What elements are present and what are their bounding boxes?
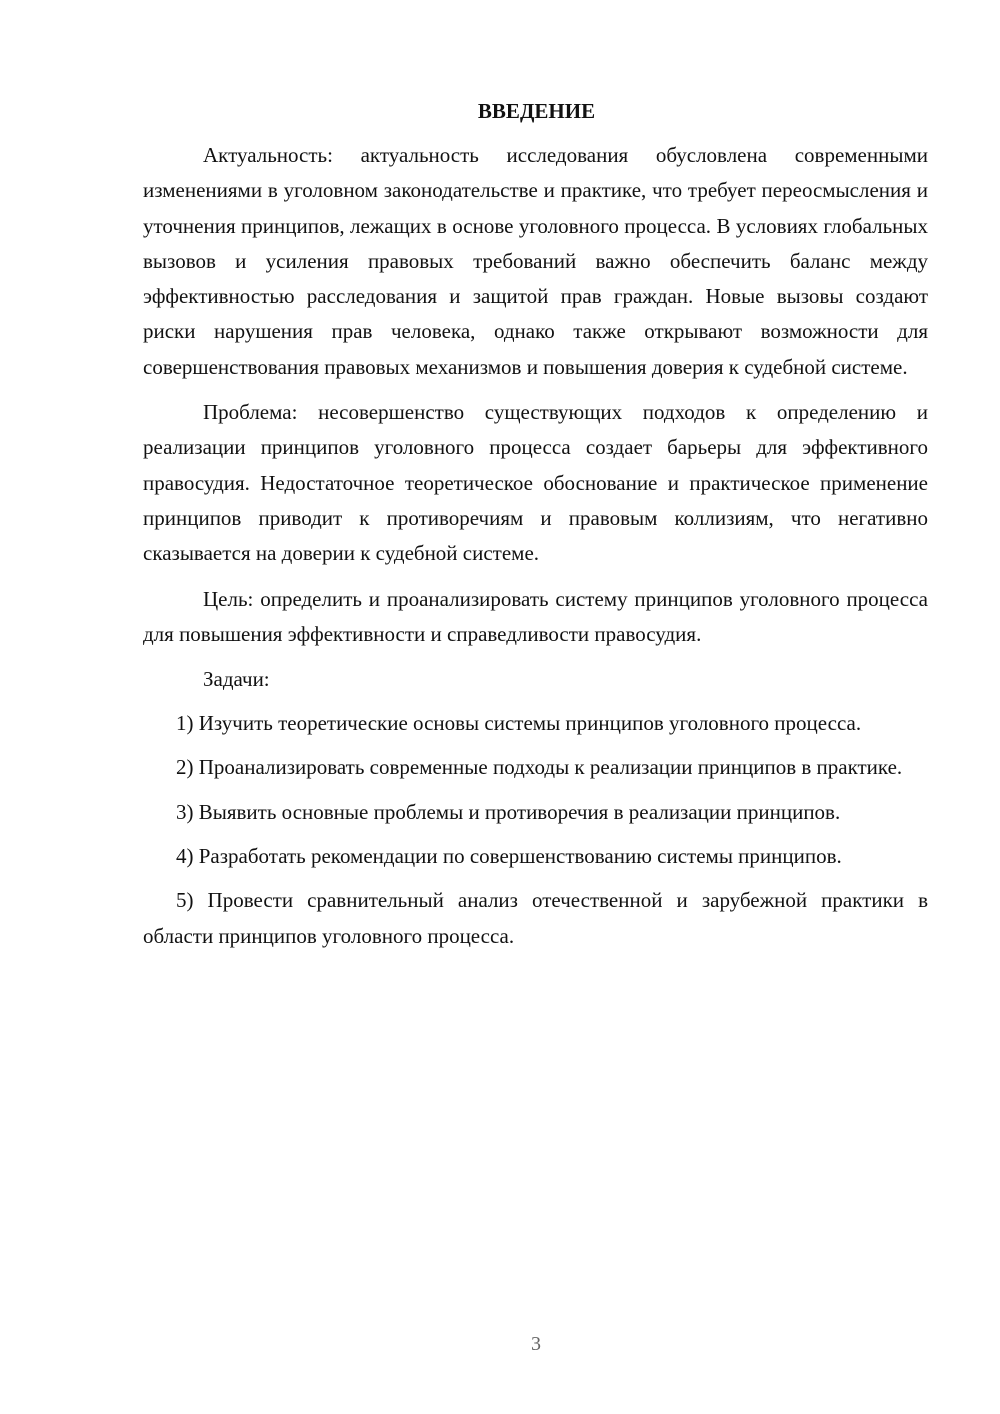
tasks-list [143, 706, 928, 954]
relevance-paragraph: Актуальность: актуальность исследования обусловлена современными изменениями в уголовном законодательстве и практике, что требует переосмысления и уточнения принципов, лежащих в основе уголовного процесса. В условиях глобальных вызовов и усиления правовых требований важно обеспечить баланс между эффективностью расследования и защитой прав граждан. Новые вызовы создают риски нарушения прав человека, однако также открывают возможности для совершенствования правовых механизмов и повышения доверия к судебной системе. [143, 143, 928, 379]
task-item: 4) Разработать рекомендации по совершенствованию системы принципов. [176, 844, 842, 869]
task-item: 2) Проанализировать современные подходы к реализации принципов в практике. [176, 755, 903, 780]
task-item: 1) Изучить теоретические основы системы принципов уголовного процесса. [176, 711, 862, 736]
page-number: 3 [531, 1333, 541, 1355]
goal-paragraph: Цель: определить и проанализировать систему принципов уголовного процесса для повышения эффективности и справедливости правосудия. [143, 586, 928, 646]
problem-paragraph: Проблема: несовершенство существующих подходов к определению и реализации принципов уголовного процесса создает барьеры для эффективного правосудия. Недостаточное теоретическое обоснование и практическое применение принципов приводит к противоречиям и правовым коллизиям, что негативно сказывается на доверии к судебной системе. [143, 400, 928, 566]
document-page [143, 96, 928, 954]
document-title: ВВЕДЕНИЕ [477, 99, 596, 123]
tasks-heading: Задачи: [203, 667, 270, 692]
task-item: 5) Провести сравнительный анализ отечественной и зарубежной практики в области принципов уголовного процесса. [143, 888, 928, 948]
task-item: 3) Выявить основные проблемы и противоречия в реализации принципов. [176, 799, 841, 824]
